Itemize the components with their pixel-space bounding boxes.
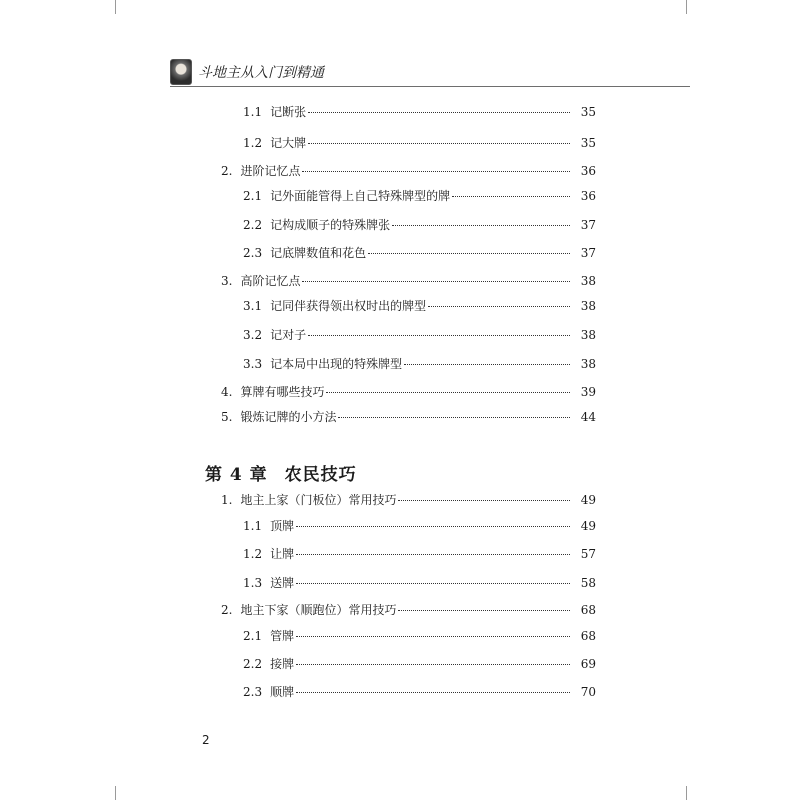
toc-entry[interactable]	[243, 684, 596, 700]
toc-entry-page: 57	[580, 547, 596, 561]
toc-entry-number: 3.2	[243, 328, 263, 342]
toc-entry-title: 记本局中出现的特殊牌型	[270, 357, 403, 371]
toc-entry-title: 记对子	[270, 328, 307, 342]
toc-entry-title: 地主下家（顺跑位）常用技巧	[240, 603, 397, 617]
toc-entry-page: 44	[580, 410, 596, 424]
page-number: 2	[202, 733, 210, 747]
dot-leader	[308, 143, 570, 144]
dot-leader	[302, 281, 570, 282]
toc-entry-title: 记构成顺子的特殊牌张	[270, 218, 391, 232]
book-title: 斗地主从入门到精通	[198, 65, 324, 81]
toc-entry-title: 高阶记忆点	[240, 274, 301, 288]
toc-entry-number: 2.1	[243, 629, 263, 643]
toc-entry-page: 36	[580, 164, 596, 178]
toc-entry-title: 记同伴获得领出权时出的牌型	[270, 299, 427, 313]
toc-entry-page: 38	[580, 274, 596, 288]
toc-entry-title: 让牌	[270, 547, 295, 561]
toc-entry-number: 2.3	[243, 246, 263, 260]
toc-entry-page: 37	[580, 246, 596, 260]
dot-leader	[296, 636, 570, 637]
toc-entry-title: 管牌	[270, 629, 295, 643]
toc-entry[interactable]	[221, 409, 596, 425]
toc-entry-page: 39	[580, 385, 596, 399]
toc-entry-title: 接牌	[270, 657, 295, 671]
toc-entry-number: 2.	[221, 164, 233, 178]
dot-leader	[296, 583, 570, 584]
toc-entry-page: 69	[580, 657, 596, 671]
dot-leader	[392, 225, 570, 226]
toc-entry-page: 49	[580, 493, 596, 507]
toc-entry-title: 顶牌	[270, 519, 295, 533]
dot-leader	[428, 306, 570, 307]
toc-entry[interactable]	[243, 217, 596, 233]
crop-mark-bottom-left	[115, 786, 116, 800]
toc-entry-number: 3.	[221, 274, 233, 288]
dot-leader	[296, 554, 570, 555]
chapter-number: 第 4 章	[205, 465, 268, 485]
toc-entry[interactable]	[221, 492, 596, 508]
chapter-title: 农民技巧	[284, 465, 357, 485]
toc-entry[interactable]	[221, 273, 596, 289]
toc-entry-number: 5.	[221, 410, 233, 424]
toc-entry-number: 2.2	[243, 218, 263, 232]
toc-entry-number: 2.2	[243, 657, 263, 671]
toc-entry-title: 算牌有哪些技巧	[240, 385, 325, 399]
header-divider	[170, 86, 690, 87]
toc-entry[interactable]	[243, 356, 596, 372]
toc-entry-page: 38	[580, 299, 596, 313]
crop-mark-top-right	[686, 0, 687, 14]
dot-leader	[338, 417, 570, 418]
toc-entry-title: 锻炼记牌的小方法	[240, 410, 337, 424]
crop-mark-bottom-right	[686, 786, 687, 800]
chapter-heading[interactable]	[205, 460, 357, 485]
toc-entry[interactable]	[243, 104, 596, 120]
toc-entry-number: 3.1	[243, 299, 263, 313]
toc-entry-title: 记底牌数值和花色	[270, 246, 367, 260]
dot-leader	[326, 392, 570, 393]
toc-entry-title: 记外面能管得上自己特殊牌型的牌	[270, 189, 451, 203]
toc-entry-number: 1.2	[243, 547, 263, 561]
dot-leader	[368, 253, 570, 254]
toc-entry-page: 35	[580, 105, 596, 119]
toc-entry-page: 49	[580, 519, 596, 533]
toc-entry-page: 68	[580, 603, 596, 617]
toc-entry-number: 3.3	[243, 357, 263, 371]
toc-entry-number: 4.	[221, 385, 233, 399]
toc-entry-page: 70	[580, 685, 596, 699]
toc-entry-title: 送牌	[270, 576, 295, 590]
toc-entry-page: 68	[580, 629, 596, 643]
toc-entry[interactable]	[243, 656, 596, 672]
toc-entry-number: 2.1	[243, 189, 263, 203]
dot-leader	[308, 335, 570, 336]
toc-entry[interactable]	[221, 163, 596, 179]
toc-entry-title: 地主上家（门板位）常用技巧	[240, 493, 397, 507]
toc-entry[interactable]	[221, 384, 596, 400]
toc-entry[interactable]	[243, 546, 596, 562]
toc-entry-number: 1.3	[243, 576, 263, 590]
toc-entry-title: 记大牌	[270, 136, 307, 150]
toc-entry-title: 记断张	[270, 105, 307, 119]
toc-entry-number: 1.	[221, 493, 233, 507]
toc-entry-number: 2.	[221, 603, 233, 617]
dot-leader	[296, 692, 570, 693]
toc-entry-page: 38	[580, 328, 596, 342]
toc-entry[interactable]	[243, 518, 596, 534]
dot-leader	[302, 171, 570, 172]
toc-entry-title: 进阶记忆点	[240, 164, 301, 178]
toc-entry-number: 1.1	[243, 519, 263, 533]
toc-entry-page: 38	[580, 357, 596, 371]
author-portrait-icon	[170, 59, 192, 85]
dot-leader	[308, 112, 570, 113]
toc-entry[interactable]	[243, 245, 596, 261]
toc-entry-page: 58	[580, 576, 596, 590]
toc-entry-page: 36	[580, 189, 596, 203]
dot-leader	[398, 610, 570, 611]
toc-entry-number: 1.1	[243, 105, 263, 119]
toc-entry[interactable]	[243, 135, 596, 151]
dot-leader	[404, 364, 570, 365]
toc-entry[interactable]	[243, 327, 596, 343]
toc-entry-number: 1.2	[243, 136, 263, 150]
toc-entry[interactable]	[243, 188, 596, 204]
toc-entry[interactable]	[221, 602, 596, 618]
toc-entry[interactable]	[243, 628, 596, 644]
crop-mark-top-left	[115, 0, 116, 14]
toc-entry-title: 顺牌	[270, 685, 295, 699]
toc-entry[interactable]	[243, 298, 596, 314]
dot-leader	[296, 526, 570, 527]
dot-leader	[296, 664, 570, 665]
dot-leader	[398, 500, 570, 501]
toc-entry-page: 37	[580, 218, 596, 232]
toc-entry-number: 2.3	[243, 685, 263, 699]
running-header	[170, 58, 324, 86]
dot-leader	[452, 196, 570, 197]
toc-entry-page: 35	[580, 136, 596, 150]
toc-entry[interactable]	[243, 575, 596, 591]
